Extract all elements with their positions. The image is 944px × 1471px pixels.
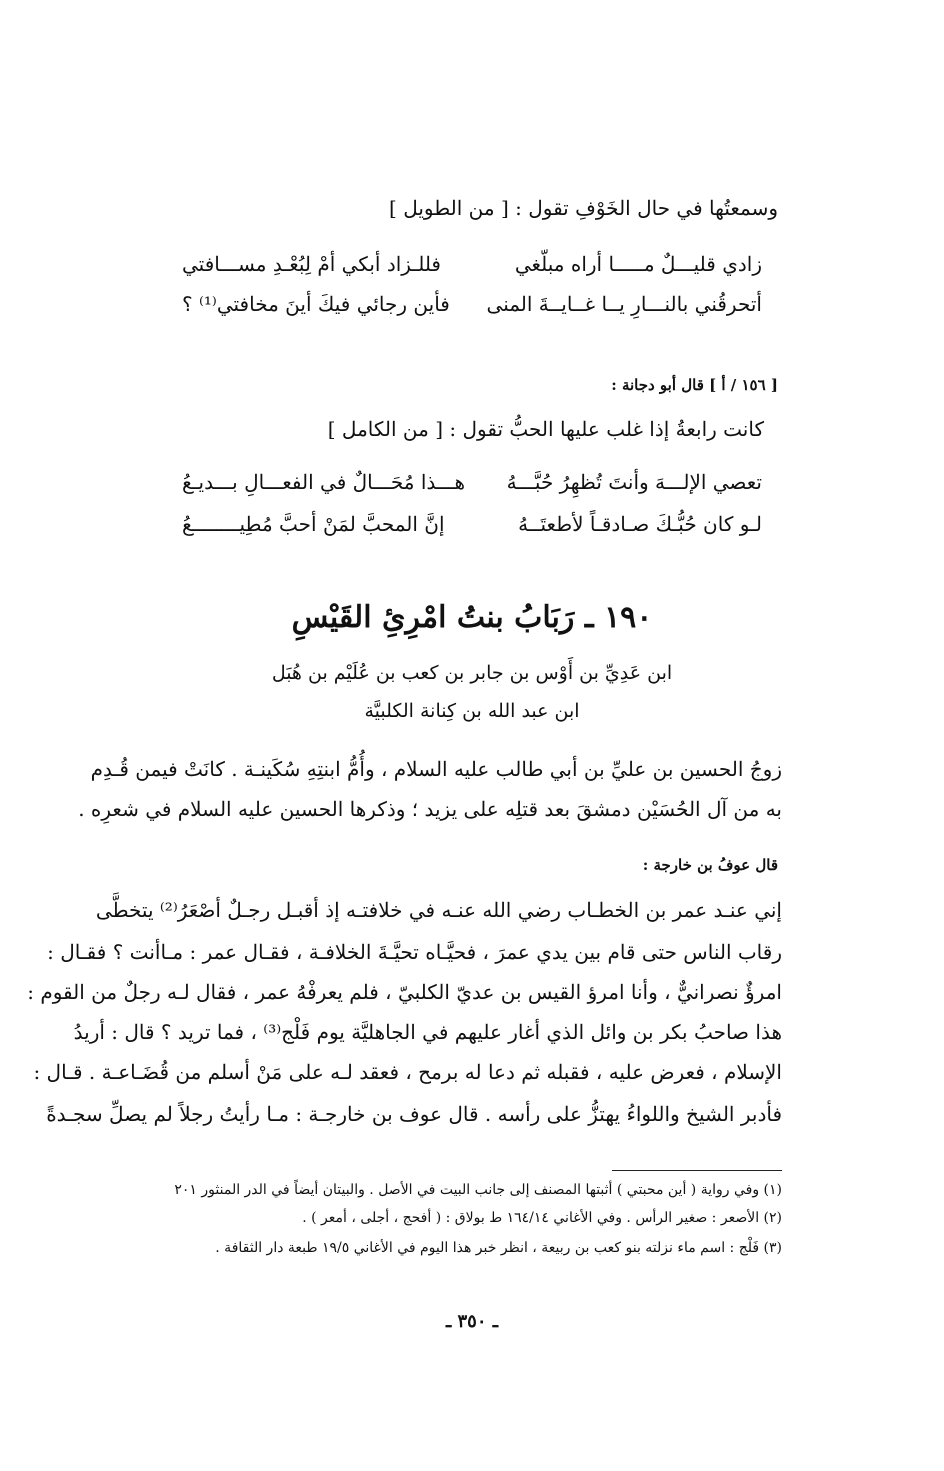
verse-first-hemistich: لـو كان حُبُّـكَ صـادقـاً لأطعتَــهُ <box>518 512 762 536</box>
verse-second-hemistich: فللـزاد أبكي أمْ لِبُعْـدِ مســـافتي <box>182 252 441 276</box>
entry-lineage-line: ابن عَدِيِّ بن أَوْس بن جابر بن كعب بن عُلَيْم بن هُبَل <box>271 662 673 684</box>
narrative-line: هذا صاحبُ بكر بن وائل الذي أغار عليهم في الجاهليَّة يوم فَلْج⁽³⁾ ، فما تريد ؟ قال : أريدُ <box>73 1020 782 1044</box>
bio-line: زوجُ الحسين بن عليِّ بن أبي طالب عليه السلام ، وأُمُّ ابنتِهِ سُكَينـة . كانَتْ فيمن قُـدِم <box>90 757 782 781</box>
poem2-intro: كانت رابعةُ إذا غلب عليها الحبُّ تقول : [ من الكامل ] <box>327 417 764 441</box>
narrative-line: رقاب الناس حتى قام بين يدي عمرَ ، فحيَّـاه تحيَّـةَ الخلافـة ، فقـال عمر : مـاأنت ؟ فقـال : <box>47 940 782 964</box>
footnote-3: (٣) فَلْج : اسم ماء نزلته بنو كعب بن ربيعة ، انظر خبر هذا اليوم في الأغاني ١٩/٥ طبعة دار الثقافة . <box>215 1240 782 1256</box>
entry-heading: ١٩٠ ـ رَبَابُ بنتُ امْرِئِ القَيْسِ <box>291 600 653 635</box>
bio-line: به من آل الحُسَيْن دمشقَ بعد قتلِه على يزيد ؛ وذكرها الحسين عليه السلام في شعرِه . <box>78 797 782 821</box>
verse-first-hemistich: زادي قليـــلٌ مـــــا أراه مبلّغي <box>514 252 762 276</box>
narrative-line: امرؤٌ نصرانيٌّ ، وأنا امرؤ القيس بن عديّ الكلبيّ ، فلم يعرفْهُ عمر ، فقال لـه رجلٌ من القوم : <box>27 980 782 1004</box>
verse-first-hemistich: تعصي الإلـــهَ وأنتَ تُظهِرُ حُبَّـــهُ <box>506 470 762 494</box>
manuscript-reference: [ ١٥٦ / أ ] قال أبو دجانة : <box>611 376 778 394</box>
footnote-divider <box>612 1170 782 1171</box>
page-number: ـ ٣٥٠ ـ <box>445 1311 499 1332</box>
narrative-line: فأدبر الشيخ واللواءُ يهتزُّ على رأسه . قال عوف بن خارجـة : مـا رأيتُ رجلاً لم يصلِّ سجـدةً <box>46 1102 782 1126</box>
footnote-1: (١) وفي رواية ( أين محبتي ) أثبتها المصنف إلى جانب البيت في الأصل . والبيتان أيضاً في الدر المنثور ٢٠١ <box>174 1182 782 1198</box>
verse-second-hemistich: إنَّ المحبَّ لمَنْ أحبَّ مُطِيــــــــعُ <box>182 512 445 536</box>
verse-second-hemistich: هـــذا مُحَـــالٌ في الفعـــالِ بـــديـعُ <box>182 470 465 494</box>
poem1-intro: وسمعتُها في حال الخَوْفِ تقول : [ من الطويل ] <box>389 196 778 220</box>
entry-lineage-line: ابن عبد الله بن كِنانة الكلبيَّة <box>364 700 580 722</box>
narrative-line: الإسلام ، فعرض عليه ، فقبله ثم دعا له برمح ، فعقد لـه على مَنْ أسلم من قُضَـاعـة . قـال : <box>33 1060 782 1084</box>
verse-second-hemistich: فأين رجائي فيكَ أينَ مخافتي⁽¹⁾ ؟ <box>182 292 450 316</box>
narrative-line: إني عنـد عمر بن الخطـاب رضي الله عنـه في خلافتـه إذ أقبـل رجـلٌ أصْعَرُ⁽²⁾ يتخطَّى <box>95 898 782 922</box>
verse-first-hemistich: أتحرقُني بالنـــارِ يــا غــايــةَ المنى <box>486 292 762 316</box>
footnote-2: (٢) الأصعر : صغير الرأس . وفي الأغاني ١٦٤/١٤ ط بولاق : ( أفحج ، أجلى ، أمعر ) . <box>302 1210 782 1226</box>
narrator-line: قال عوفُ بن خارجة : <box>642 856 778 874</box>
